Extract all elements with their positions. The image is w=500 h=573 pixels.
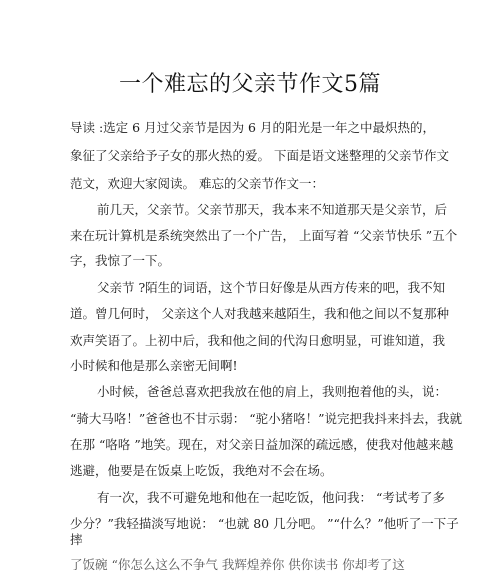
paragraph-line: 少分？”我轻描淡写地说： “也就 80 几分吧。 ”“什么？”他听了一下子 bbox=[70, 516, 459, 531]
paragraph-line: 在那 “咯咯 ”地笑。现在，对父亲日益加深的疏远感，使我对他越来越 bbox=[70, 437, 454, 452]
paragraph-line: 小时候和他是那么亲密无间啊! bbox=[70, 358, 238, 373]
paragraph-line: 象征了父亲给予子女的那火热的爱。 下面是语文迷整理的父亲节作文 bbox=[70, 148, 449, 163]
paragraph-line: 前几天，父亲节。父亲节那天，我本来不知道那天是父亲节，后 bbox=[97, 202, 448, 217]
paragraph-line: 范文，欢迎大家阅读。 难忘的父亲节作文一： bbox=[70, 176, 324, 191]
paragraph-line: 道。曾几何时， 父亲这个人对我越来越陌生，我和他之间以不复那种 bbox=[70, 306, 449, 321]
paragraph-line: 有一次，我不可避免地和他在一起吃饭，他问我： “考试考了多 bbox=[97, 490, 445, 505]
paragraph-line: 父亲节 ?陌生的词语，这个节日好像是从西方传来的吧，我不知 bbox=[97, 280, 446, 295]
paragraph-line: “骑大马咯！”爸爸也不甘示弱： “驼小猪咯！”说完把我抖来抖去，我就 bbox=[70, 411, 463, 426]
paragraph-line: 了饭碗 “你怎么这么不争气 我辉煌养你 供你读书 你却考了这 bbox=[70, 557, 405, 572]
paragraph-line: 来在玩计算机是系统突然出了一个广告， 上面写着 “父亲节快乐 ”五个 bbox=[70, 228, 458, 243]
paragraph-line: 摔 bbox=[70, 532, 83, 547]
paragraph-line: 导读 :选定 6 月过父亲节是因为 6 月的阳光是一年之中最炽热的， bbox=[70, 120, 435, 135]
paragraph-line: 字，我惊了一下。 bbox=[70, 253, 171, 268]
paragraph-line: 小时候，爸爸总喜欢把我放在他的肩上，我则抱着他的头，说： bbox=[97, 384, 448, 399]
paragraph-line: 逃避，他要是在饭桌上吃饭，我绝对不会在场。 bbox=[70, 463, 333, 478]
document-title: 一个难忘的父亲节作文5篇 bbox=[119, 72, 381, 97]
paragraph-line: 欢声笑语了。上初中后，我和他之间的代沟日愈明显，可谁知道，我 bbox=[70, 333, 446, 348]
